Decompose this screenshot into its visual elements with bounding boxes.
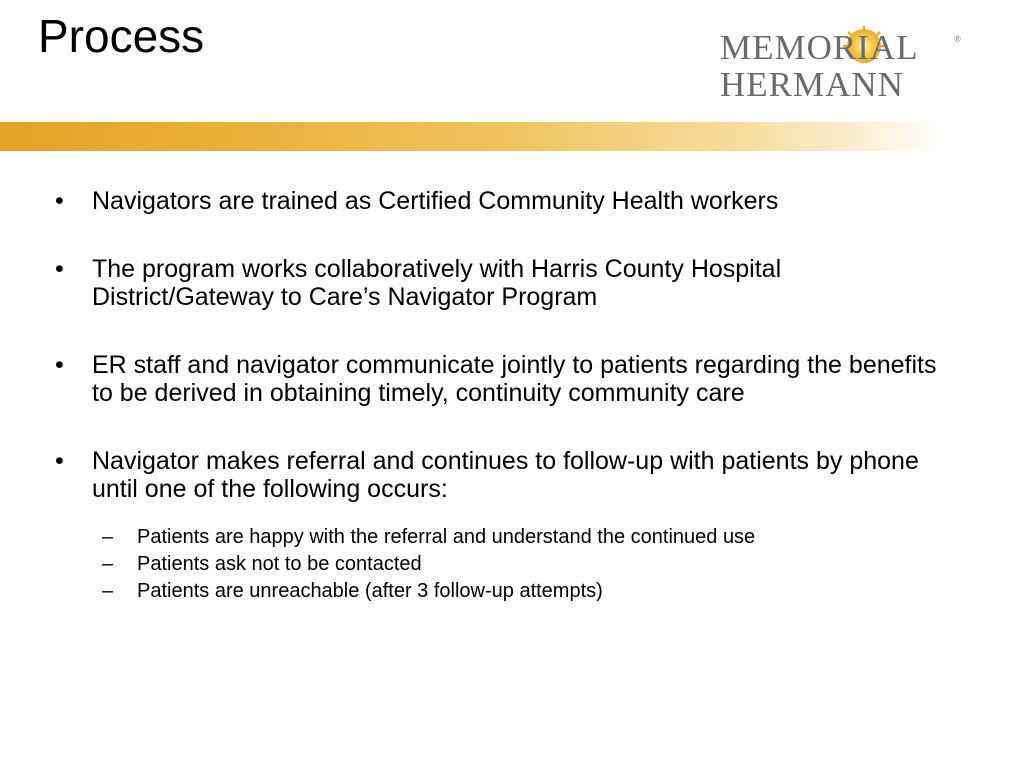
bullet-text: Navigators are trained as Certified Community Health workers — [92, 187, 779, 215]
bullet-item — [0, 187, 1024, 215]
logo-line2: HERMANN — [720, 65, 904, 100]
sub-bullet-item — [0, 578, 1024, 605]
sub-bullet-text: Patients are unreachable (after 3 follow-up attempts) — [137, 580, 603, 602]
bullet-marker: • — [55, 255, 64, 283]
bullet-marker: • — [55, 447, 64, 475]
sub-bullet-marker: – — [102, 553, 114, 575]
sub-bullet-text: Patients ask not to be contacted — [137, 553, 422, 575]
sub-bullet-item — [0, 524, 1024, 551]
slide-body — [0, 187, 1024, 605]
sub-bullet-list — [0, 524, 1024, 605]
slide-title: Process — [38, 10, 205, 62]
memorial-hermann-logo — [716, 26, 966, 100]
bullet-text: ER staff and navigator communicate jointly to patients regarding the benefits to be derived in obtaining timely, continuity community care — [92, 351, 937, 407]
bullet-marker: • — [55, 187, 64, 215]
bullet-marker: • — [55, 351, 64, 379]
sub-bullet-marker: – — [102, 580, 114, 602]
bullet-item — [0, 447, 1024, 503]
bullet-text: The program works collaboratively with Harris County Hospital District/Gateway to Care’s Navigator Program — [92, 255, 782, 311]
sub-bullet-item — [0, 551, 1024, 578]
sub-bullet-marker: – — [102, 526, 114, 548]
bullet-item — [0, 255, 1024, 311]
accent-band — [0, 122, 1024, 151]
bullet-item — [0, 351, 1024, 407]
bullet-text: Navigator makes referral and continues to follow-up with patients by phone until one of the following occurs: — [92, 447, 919, 503]
logo-registered-mark: ® — [954, 34, 961, 44]
logo-line1: MEMORIAL — [720, 28, 919, 67]
sub-bullet-text: Patients are happy with the referral and understand the continued use — [137, 526, 756, 548]
